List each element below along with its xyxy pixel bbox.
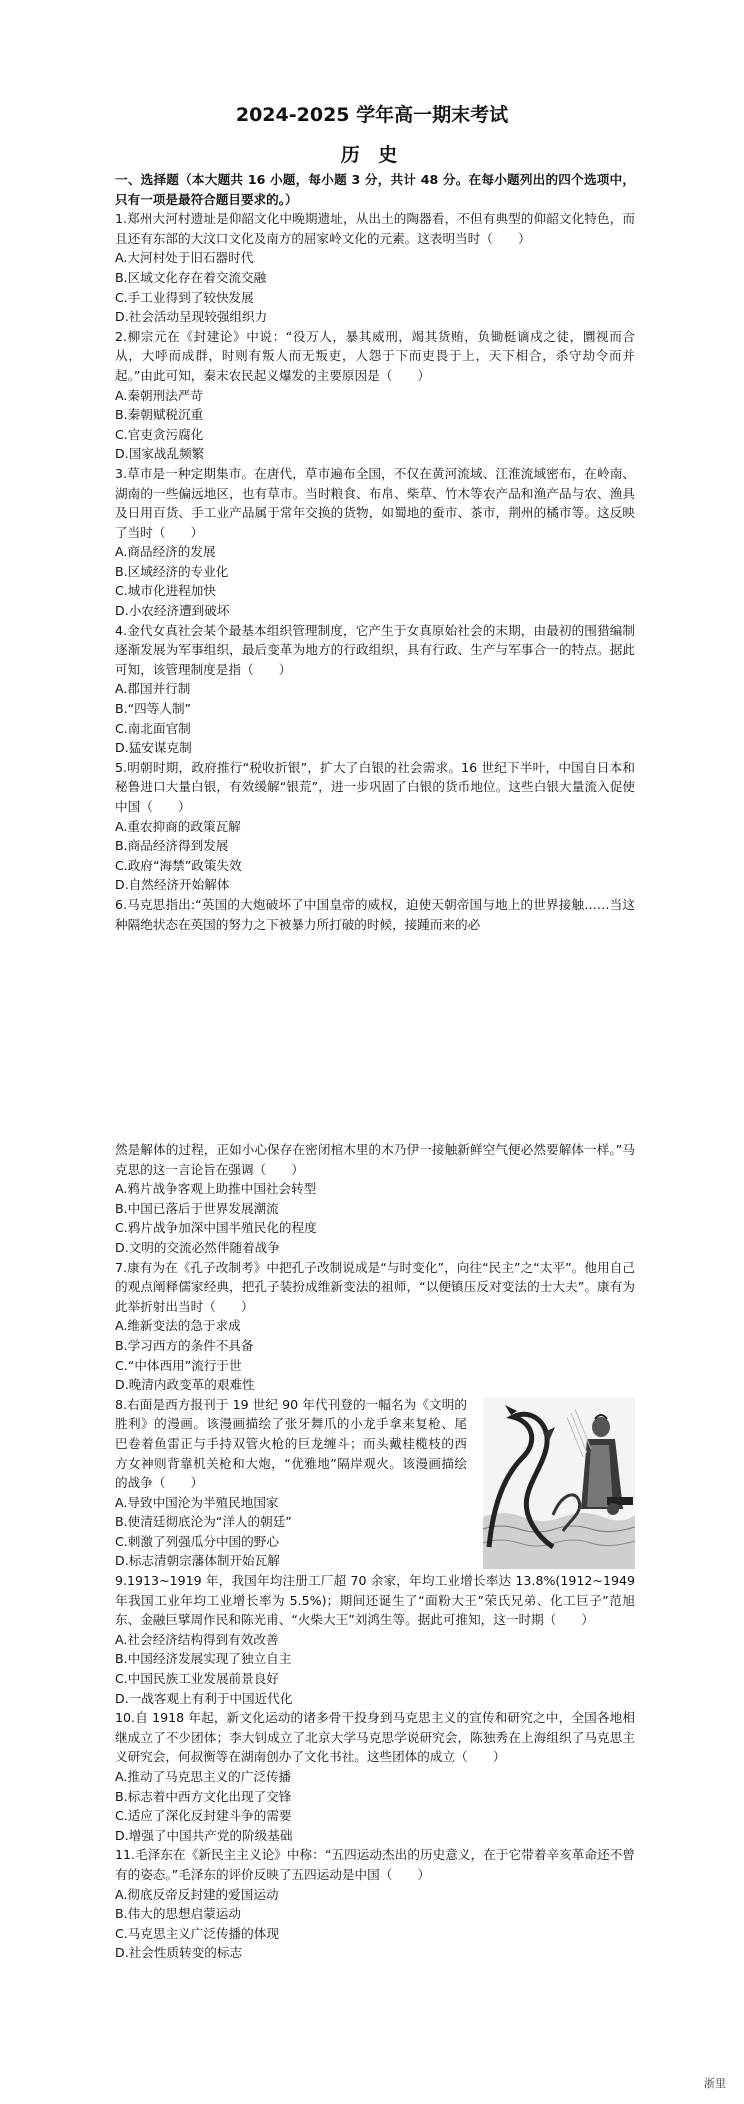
question-6-part2 [115,1140,635,1258]
option-b: B.标志着中西方文化出现了交锋 [115,1788,292,1804]
option-d: D.增强了中国共产党的阶级基础 [115,1827,293,1843]
option-a: A.秦朝刑法严苛 [115,387,203,403]
option-b: B.区域文化存在着交流交融 [115,269,267,285]
question-2 [115,327,635,464]
question-stem: 然是解体的过程，正如小心保存在密闭棺木里的木乃伊一接触新鲜空气便必然要解体一样。”马克思的这一言论旨在强调（ ） [115,1142,635,1177]
option-b: B.“四等人制” [115,701,192,717]
question-5 [115,758,635,895]
option-a: A.彻底反帝反封建的爱国运动 [115,1886,279,1902]
cartoon-image [483,1397,635,1569]
question-stem: 8.右面是西方报刊于 19 世纪 90 年代刊登的一幅名为《文明的胜利》的漫画。该漫画描绘了张牙舞爪的小龙手拿来复枪、尾巴卷着鱼雷正与手持双管火枪的巨龙缠斗；而头戴桂榄枝的西方女神则背靠机关枪和大炮，“优雅地”隔岸观火。该漫画描绘的战争（ ） [115,1396,467,1491]
option-d: D.国家战乱频繁 [115,446,205,462]
option-a: A.推动了马克思主义的广泛传播 [115,1769,292,1784]
question-stem: 1.郑州大河村遗址是仰韶文化中晚期遗址，从出土的陶器看，不但有典型的仰韶文化特色，而且还有东部的大汶口文化及南方的屈家岭文化的元素。这表明当时（ ） [115,211,635,246]
option-d: D.一战客观上有利于中国近代化 [115,1690,293,1706]
question-9 [115,1571,635,1708]
option-d: D.晚清内政变革的艰难性 [115,1377,255,1393]
content-block-bottom [115,1140,635,1963]
section-heading: 一、选择题（本大题共 16 小题，每小题 3 分，共计 48 分。在每小题列出的四个选项中，只有一项是最符合题目要求的。） [115,172,635,207]
option-a: A.社会经济结构得到有效改善 [115,1631,279,1647]
option-a: A.商品经济的发展 [115,544,216,560]
question-stem: 11.毛泽东在《新民主主义论》中称：“五四运动杰出的历史意义，在于它带着辛亥革命还不曾有的姿态。”毛泽东的评价反映了五四运动是中国（ ） [115,1847,635,1882]
question-stem: 3.草市是一种定期集市。在唐代，草市遍布全国，不仅在黄河流域、江淮流域密布，在岭南、湖南的一些偏远地区，也有草市。当时粮食、布帛、柴草、竹木等农产品和渔产品与农、渔具及日用百货、手工业产品属于常年交换的货物，如蜀地的蚕市、茶市，荆州的橘市等。这反映了当时（ ） [115,465,635,540]
option-d: D.社会性质转变的标志 [115,1945,243,1961]
question-3 [115,464,635,621]
question-stem: 7.康有为在《孔子改制考》中把孔子改制说成是“与时变化”，向往“民主”之“太平”。他用自己的观点阐释儒家经典，把孔子装扮成维新变法的祖师，“以便镇压反对变法的士大夫”。康有为此举折射出当时（ ） [115,1259,635,1314]
option-b: B.使清廷彻底沦为“洋人的朝廷” [115,1514,292,1530]
exam-title: 2024-2025 学年高一期末考试 [235,104,509,126]
option-a: A.鸦片战争客观上助推中国社会转型 [115,1181,317,1197]
question-1 [115,209,635,327]
option-b: B.中国经济发展实现了独立自主 [115,1651,292,1667]
question-4 [115,621,635,758]
option-c: C.适应了深化反封建斗争的需要 [115,1808,292,1824]
question-stem: 5.明朝时期，政府推行“税收折银”，扩大了白银的社会需求。16 世纪下半叶，中国自日本和秘鲁进口大量白银，有效缓解“银荒”，进一步巩固了白银的货币地位。这些白银大量流入促使中国（ ） [115,759,635,814]
option-d: D.猛安谋克制 [115,740,192,756]
question-10 [115,1708,635,1845]
question-stem: 4.金代女真社会某个最基本组织管理制度，它产生于女真原始社会的末期，由最初的围猎编制逐渐发展为军事组织，最后变革为地方的行政组织，具有行政、生产与军事合一的特点。据此可知，该管理制度是指（ ） [115,622,635,677]
option-d: D.小农经济遭到破坏 [115,603,230,619]
option-a: A.郡国并行制 [115,681,191,697]
option-c: C.中国民族工业发展前景良好 [115,1671,279,1687]
question-stem: 9.1913~1919 年，我国年均注册工厂超 70 余家，年均工业增长率达 13.8%(1912~1949 年我国工业年均工业增长率为 5.5%)；期间还诞生了“面粉大王”荣氏兄弟、化工巨子”范旭东、金融巨擘周作民和陈光甫、“火柴大王”刘鸿生等。据此可推知，这一时期（ ） [115,1573,635,1628]
option-a: A.大河村处于旧石器时代 [115,250,254,266]
option-d: D.社会活动呈现较强组织力 [115,309,268,325]
option-b: B.学习西方的条件不具备 [115,1337,254,1353]
question-11 [115,1845,635,1963]
option-a: A.导致中国沦为半殖民地国家 [115,1494,279,1510]
option-d: D.标志清朝宗藩体制开始瓦解 [115,1553,280,1569]
option-c: C.政府“海禁”政策失效 [115,857,242,873]
question-stem: 10.自 1918 年起，新文化运动的诸多骨干投身到马克思主义的宣传和研究之中，全国各地相继成立了不少团体；李大钊成立了北京大学马克思学说研究会，陈独秀在上海组织了马克思主义研究会，何叔衡等在湖南创办了文化书社。这些团体的成立（ ） [115,1710,635,1765]
option-c: C.城市化进程加快 [115,583,216,599]
option-c: C.手工业得到了较快发展 [115,289,254,305]
question-6-part1 [115,895,635,934]
question-8 [115,1395,635,1571]
option-c: C.南北面官制 [115,720,191,736]
option-c: C.刺激了列强瓜分中国的野心 [115,1533,279,1549]
footer-watermark: 浙里 [704,2077,726,2090]
option-c: C.官吏贪污腐化 [115,426,204,442]
exam-subject: 历 史 [340,144,404,166]
option-a: A.重农抑商的政策瓦解 [115,818,241,834]
option-c: C.“中体西用”流行于世 [115,1357,242,1373]
option-b: B.区域经济的专业化 [115,563,229,579]
content-block-top [115,170,635,934]
question-stem: 6.马克思指出:“英国的大炮破坏了中国皇帝的威权，迫使天朝帝国与地上的世界接触……当这种隔绝状态在英国的努力之下被暴力所打破的时候，接踵而来的必 [115,896,635,932]
option-c: C.马克思主义广泛传播的体现 [115,1925,279,1941]
option-d: D.文明的交流必然伴随着战争 [115,1239,280,1255]
question-7 [115,1258,635,1395]
option-d: D.自然经济开始解体 [115,877,230,893]
option-b: B.秦朝赋税沉重 [115,407,204,423]
option-b: B.中国已落后于世界发展潮流 [115,1200,279,1216]
question-stem: 2.柳宗元在《封建论》中说：“役万人，暴其威刑，竭其货贿，负锄梃谪戍之徒，圜视而合从，大呼而成群，时则有叛人而无叛吏，人怨于下而吏畏于上，天下相合，杀守劫令而并起。”由此可知，秦末农民起义爆发的主要原因是（ ） [115,328,635,383]
option-b: B.伟大的思想启蒙运动 [115,1906,241,1922]
option-b: B.商品经济得到发展 [115,838,229,854]
option-a: A.维新变法的急于求成 [115,1318,241,1334]
option-c: C.鸦片战争加深中国半殖民化的程度 [115,1220,317,1236]
